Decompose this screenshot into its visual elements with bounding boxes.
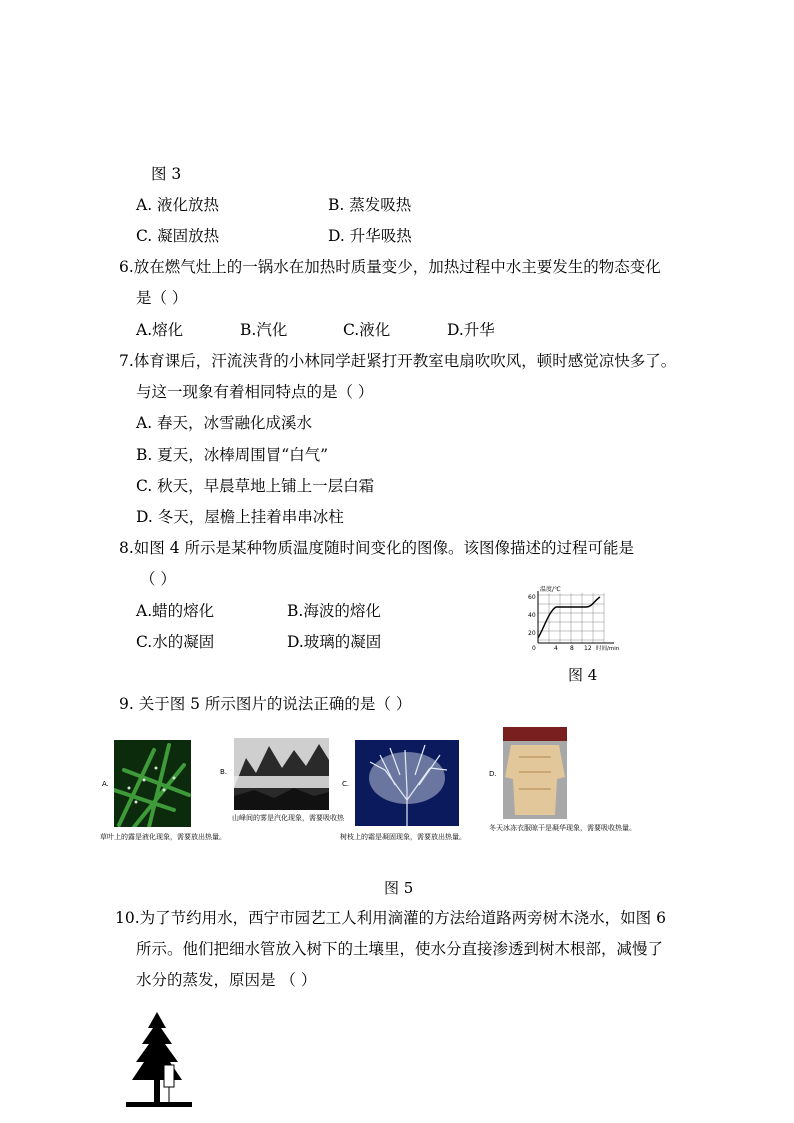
- fig5-caption: 图 5: [384, 879, 414, 897]
- q6-option-d: D.升华: [447, 321, 495, 339]
- q8-line2: （ ）: [140, 570, 176, 588]
- q6-option-c: C.液化: [343, 321, 391, 339]
- fig3-caption: 图 3: [151, 165, 182, 183]
- photo-d-caption: 冬天冰冻衣服晾干是凝华现象，需要吸收热量。: [489, 824, 636, 832]
- option-b: B. 蒸发吸热: [328, 196, 412, 214]
- fig4-graph: [524, 583, 628, 653]
- fig4-xtick-12: 12: [584, 645, 592, 652]
- photo-a-caption: 草叶上的露是液化现象，需要放出热量。: [100, 833, 226, 841]
- q6-line2: 是（ ）: [136, 289, 188, 307]
- photo-d-frozen-sweater: [503, 727, 567, 819]
- fig4-ytick-20: 20: [528, 630, 536, 637]
- q8-option-b: B.海波的熔化: [287, 602, 381, 620]
- q9-line: 9. 关于图 5 所示图片的说法正确的是（ ）: [119, 695, 412, 713]
- photo-a-letter: A.: [102, 780, 109, 788]
- photo-b-mountain-fog: [234, 738, 329, 810]
- option-a: A. 液化放热: [136, 196, 220, 214]
- q10-line3: 水分的蒸发，原因是 （ ）: [136, 971, 317, 989]
- q8-option-d: D.玻璃的凝固: [287, 633, 382, 651]
- q7-option-a: A. 春天，冰雪融化成溪水: [136, 414, 313, 432]
- fig4-xtick-4: 4: [554, 645, 558, 652]
- photo-c-frost-tree: [355, 740, 459, 826]
- fig4-ytick-60: 60: [528, 594, 536, 601]
- fig4-caption: 图 4: [568, 666, 598, 684]
- option-d: D. 升华吸热: [328, 227, 412, 245]
- q7-line1: 7.体育课后，汗流浃背的小林同学赶紧打开教室电扇吹吹风，顿时感觉凉快多了。: [119, 352, 677, 370]
- photo-c-letter: C.: [342, 780, 350, 788]
- photo-c-caption: 树枝上的霜是凝固现象，需要放出热量。: [340, 833, 466, 841]
- photo-b-caption: 山峰间的雾是汽化现象，需要吸收热: [232, 814, 344, 822]
- fig6-tree-drip-irrigation: [126, 1010, 192, 1110]
- q8-option-a: A.蜡的熔化: [136, 602, 215, 620]
- q8-option-c: C.水的凝固: [136, 633, 215, 651]
- photo-a-dew-grass: [114, 740, 191, 827]
- option-c: C. 凝固放热: [136, 227, 220, 245]
- q6-line1: 6.放在燃气灶上的一锅水在加热时质量变少，加热过程中水主要发生的物态变化: [119, 258, 661, 276]
- fig4-xtick-0: 0: [532, 645, 536, 652]
- q8-line1: 8.如图 4 所示是某种物质温度随时间变化的图像。该图像描述的过程可能是: [119, 539, 635, 557]
- q7-line2: 与这一现象有着相同特点的是（ ）: [136, 383, 374, 401]
- q10-line1: 10.为了节约用水，西宁市园艺工人利用滴灌的方法给道路两旁树木浇水，如图 6: [115, 909, 666, 927]
- q6-option-b: B.汽化: [240, 321, 288, 339]
- q10-line2: 所示。他们把细水管放入树下的土壤里，使水分直接渗透到树木根部，减慢了: [136, 940, 664, 958]
- fig4-curve: [538, 597, 600, 638]
- q7-option-d: D. 冬天，屋檐上挂着串串冰柱: [136, 508, 344, 526]
- q7-option-c: C. 秋天，早晨草地上铺上一层白霜: [136, 477, 375, 495]
- q7-option-b: B. 夏天，冰棒周围冒“白气”: [136, 446, 329, 464]
- fig4-xtick-8: 8: [570, 645, 574, 652]
- fig4-ylabel: 温度/℃: [540, 586, 561, 593]
- photo-d-letter: D.: [489, 770, 497, 778]
- q6-option-a: A.熔化: [136, 321, 184, 339]
- fig4-xlabel: 时间/min: [596, 646, 620, 652]
- photo-b-letter: B.: [220, 768, 228, 776]
- fig4-ytick-40: 40: [528, 612, 536, 619]
